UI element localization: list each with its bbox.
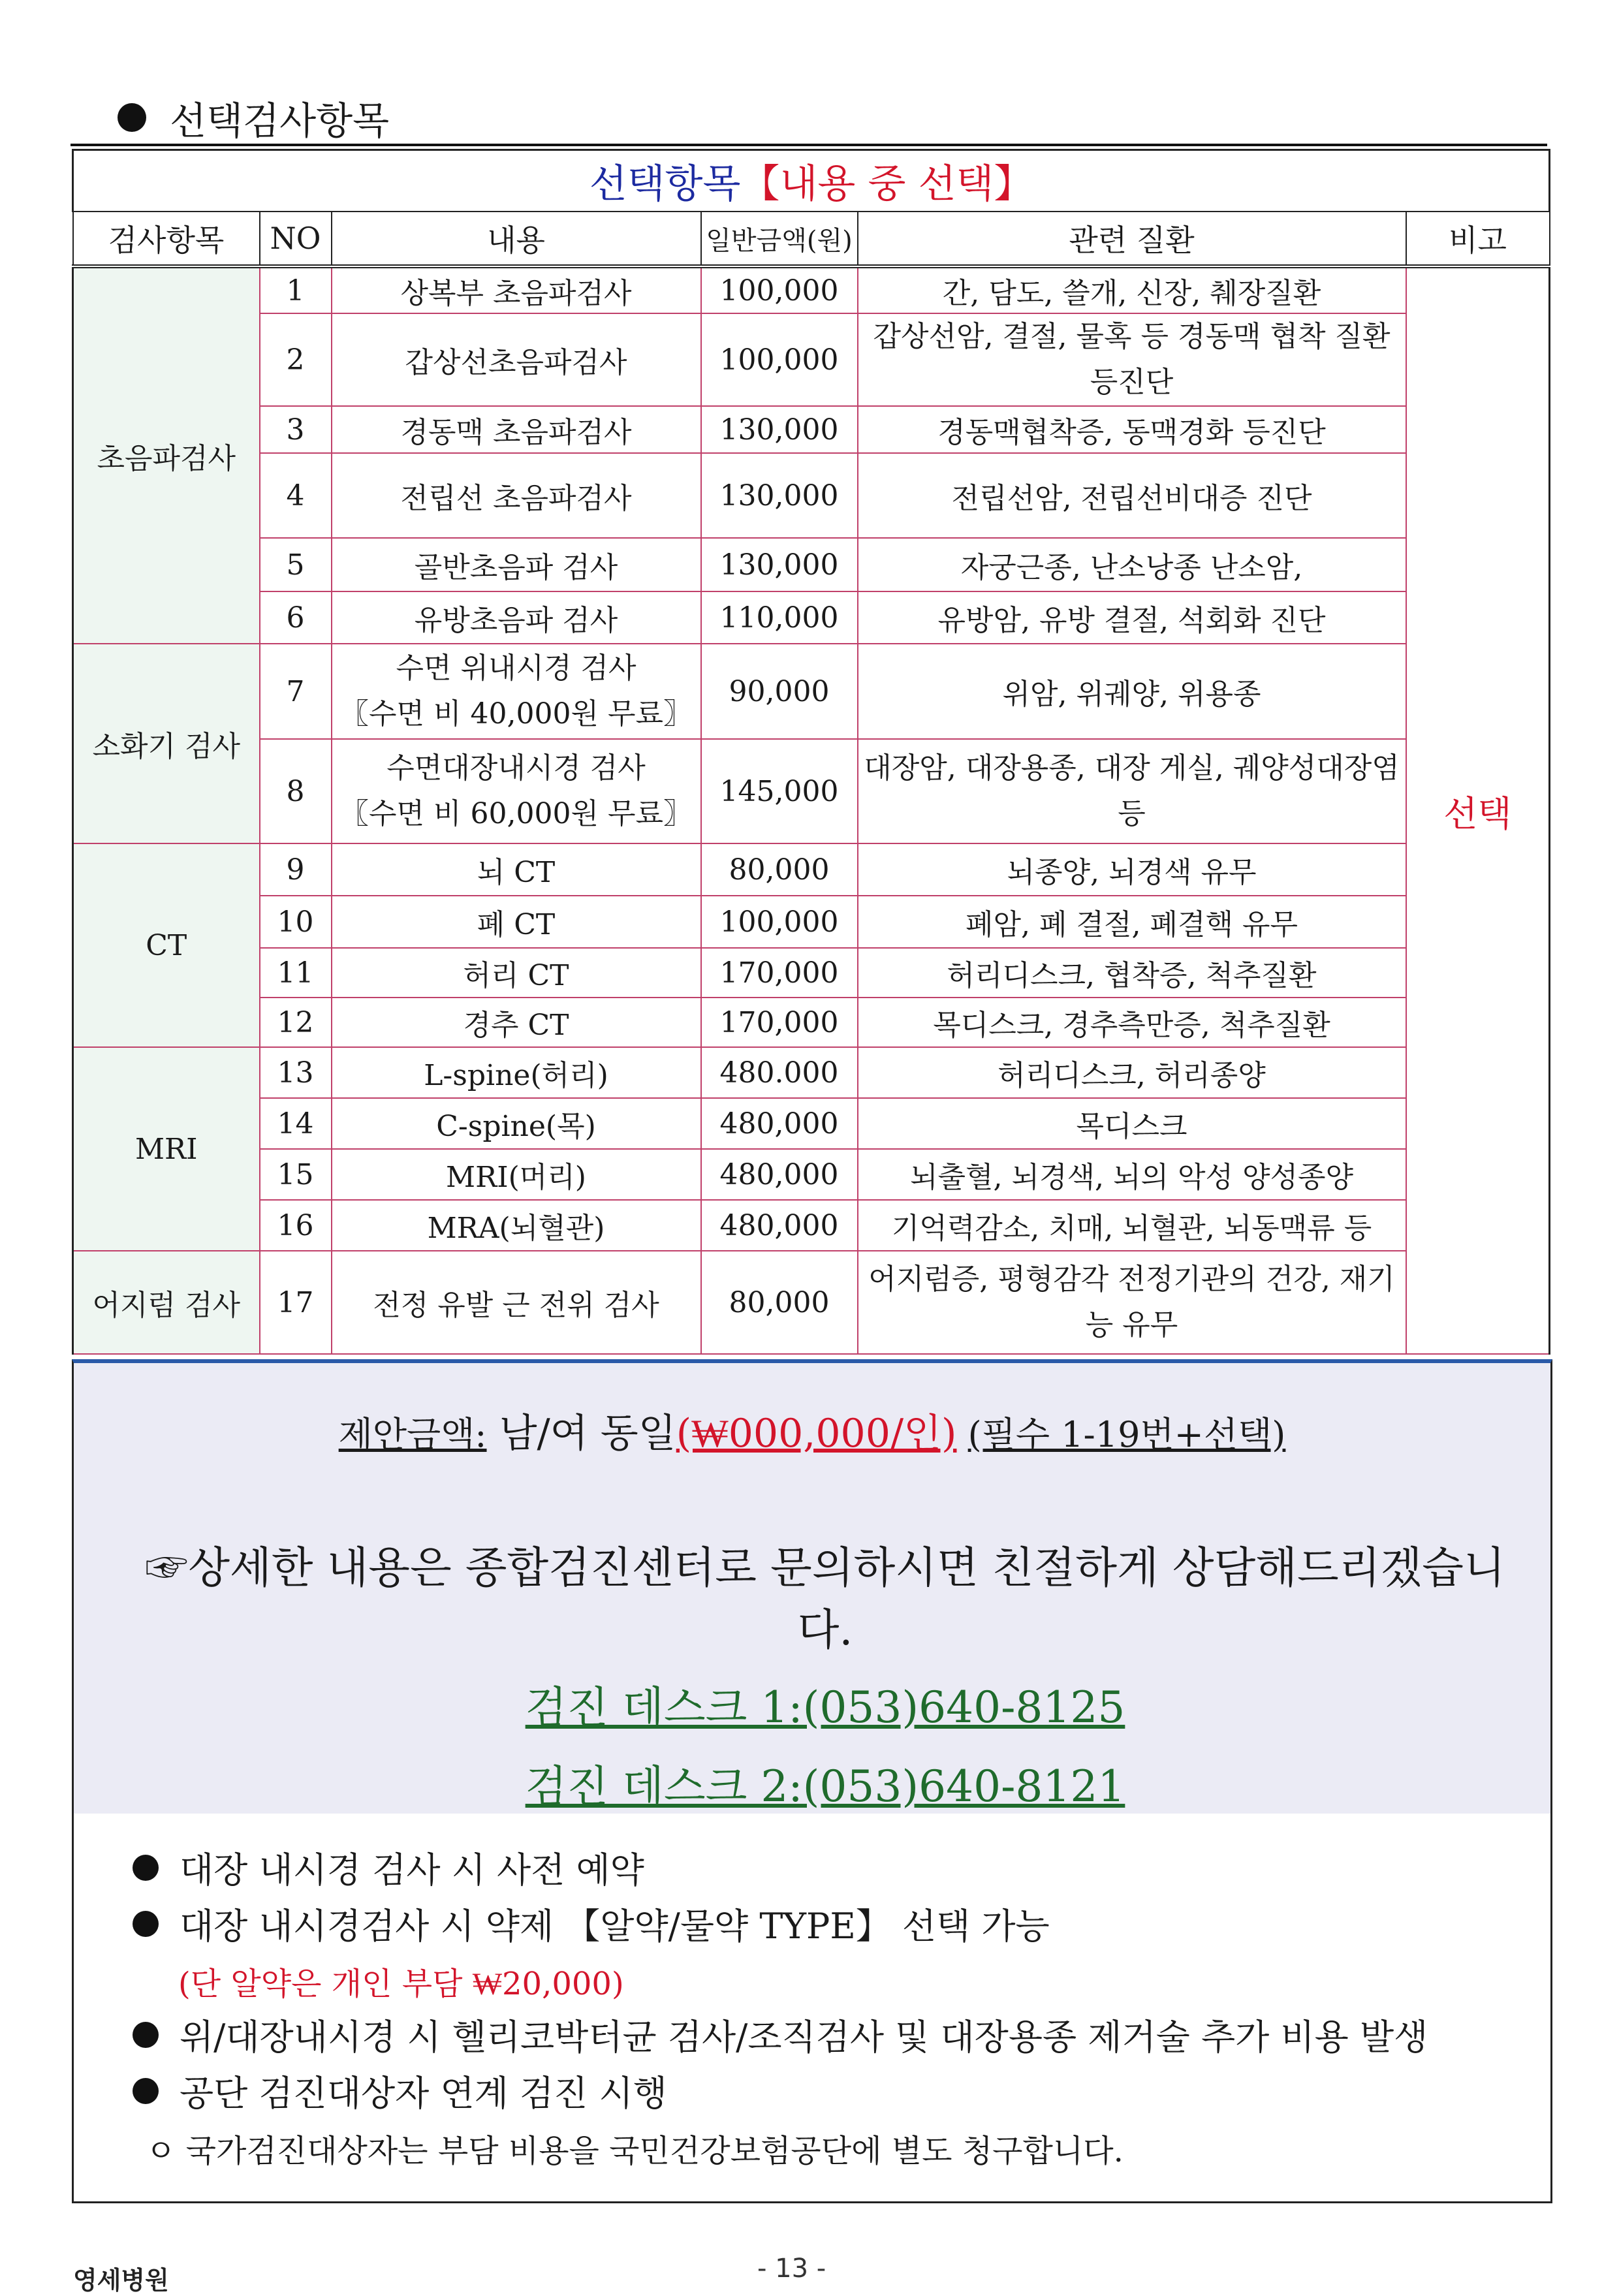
- row-content-cell: [332, 644, 701, 739]
- bullet-icon: [133, 1911, 159, 1937]
- row-disease: 어지럼증, 평형감각 전정기관의 건강, 재기능 유무: [858, 1251, 1406, 1354]
- section-heading: [118, 90, 389, 145]
- row-no: 2: [260, 313, 332, 406]
- row-disease: 허리디스크, 협착증, 척추질환: [858, 948, 1406, 998]
- row-disease: 뇌출혈, 뇌경색, 뇌의 악성 양성종양: [858, 1149, 1406, 1200]
- row-price: 480,000: [701, 1200, 858, 1251]
- row-price: 130,000: [701, 453, 858, 538]
- row-no: 7: [260, 644, 332, 739]
- row-price: 110,000: [701, 591, 858, 644]
- row-disease: 대장암, 대장용종, 대장 게실, 궤양성대장염 등: [858, 739, 1406, 843]
- row-disease: 위암, 위궤양, 위용종: [858, 644, 1406, 739]
- row-content: 뇌 CT: [332, 843, 701, 896]
- row-content: 경추 CT: [332, 998, 701, 1047]
- exam-table: [72, 149, 1550, 1355]
- row-content: 수면 위내시경 검사: [396, 652, 637, 685]
- row-no: 1: [260, 266, 332, 313]
- table-row: [73, 843, 1550, 896]
- proposal-label: 제안금액:: [338, 1414, 487, 1455]
- table-row: [73, 644, 1550, 739]
- row-price: 170,000: [701, 948, 858, 998]
- table-row: [73, 406, 1550, 453]
- note-text: 위/대장내시경 시 헬리코박터균 검사/조직검사 및 대장용종 제거술 추가 비용 발생: [180, 2017, 1428, 2058]
- row-content: 허리 CT: [332, 948, 701, 998]
- contact-box: [72, 1494, 1552, 1816]
- row-content: 경동맥 초음파검사: [332, 406, 701, 453]
- row-no: 5: [260, 538, 332, 591]
- heading-rule: [71, 144, 1547, 146]
- category-cell: MRI: [73, 1047, 260, 1251]
- row-price: 100,000: [701, 313, 858, 406]
- note-text: 대장 내시경 검사 시 사전 예약: [180, 1849, 644, 1891]
- table-row: [73, 1149, 1550, 1200]
- header-disease: 관련 질환: [858, 212, 1406, 266]
- row-price: 130,000: [701, 406, 858, 453]
- row-disease: 폐암, 폐 결절, 폐결핵 유무: [858, 896, 1406, 948]
- row-disease: 기억력감소, 치매, 뇌혈관, 뇌동맥류 등: [858, 1200, 1406, 1251]
- page-number: - 13 -: [757, 2254, 826, 2284]
- row-price: 480.000: [701, 1047, 858, 1098]
- row-disease: 목디스크, 경추측만증, 척추질환: [858, 998, 1406, 1047]
- note-item: [133, 2009, 1428, 2060]
- note-text: 공단 검진대상자 연계 검진 시행: [180, 2073, 667, 2114]
- row-no: 10: [260, 896, 332, 948]
- proposal-amount: (₩000,000/인): [676, 1411, 957, 1456]
- row-no: 8: [260, 739, 332, 843]
- row-no: 13: [260, 1047, 332, 1098]
- table-row: [73, 591, 1550, 644]
- header-category: 검사항목: [73, 212, 260, 266]
- contact-message: ☞상세한 내용은 종합검진센터로 문의하시면 친절하게 상담해드리겠습니다.: [145, 1543, 1505, 1655]
- row-disease: 자궁근종, 난소낭종 난소암,: [858, 538, 1406, 591]
- row-content: 유방초음파 검사: [332, 591, 701, 644]
- row-disease: 경동맥협착증, 동맥경화 등진단: [858, 406, 1406, 453]
- table-row: [73, 896, 1550, 948]
- note-sub: (단 알약은 개인 부담 ₩20,000): [178, 1966, 624, 2002]
- row-price: 170,000: [701, 998, 858, 1047]
- row-disease: 유방암, 유방 결절, 석회화 진단: [858, 591, 1406, 644]
- row-price: 145,000: [701, 739, 858, 843]
- header-price: 일반금액(원): [701, 212, 858, 266]
- table-row: [73, 1251, 1550, 1354]
- row-content: 갑상선초음파검사: [332, 313, 701, 406]
- table-row: [73, 1200, 1550, 1251]
- table-row: [73, 266, 1550, 313]
- proposal-text: 남/여 동일: [486, 1411, 676, 1456]
- row-price: 100,000: [701, 896, 858, 948]
- notes-box: [72, 1814, 1552, 2203]
- table-row: [73, 1098, 1550, 1149]
- table-row: [73, 538, 1550, 591]
- note-sub: ㅇ 국가검진대상자는 부담 비용을 국민건강보험공단에 별도 청구합니다.: [146, 2133, 1124, 2169]
- category-cell: CT: [73, 843, 260, 1047]
- row-content: 전립선 초음파검사: [332, 453, 701, 538]
- row-disease: 간, 담도, 쓸개, 신장, 췌장질환: [858, 266, 1406, 313]
- bullet-icon: [133, 1855, 159, 1881]
- table-row: [73, 453, 1550, 538]
- table-row: [73, 948, 1550, 998]
- proposal-box: [72, 1359, 1552, 1500]
- row-no: 9: [260, 843, 332, 896]
- row-content: C-spine(목): [332, 1098, 701, 1149]
- row-no: 6: [260, 591, 332, 644]
- row-disease: 갑상선암, 결절, 물혹 등 경동맥 협착 질환 등진단: [858, 313, 1406, 406]
- row-content: 수면대장내시경 검사: [386, 751, 646, 785]
- row-price: 80,000: [701, 1251, 858, 1354]
- row-no: 11: [260, 948, 332, 998]
- bullet-icon: [118, 103, 146, 132]
- proposal-note: (필수 1-19번+선택): [967, 1414, 1286, 1455]
- row-price: 90,000: [701, 644, 858, 739]
- desk-phone-2[interactable]: 검진 데스크 2:(053)640-8121: [525, 1761, 1125, 1812]
- note-item: [133, 1842, 644, 1893]
- row-price: 130,000: [701, 538, 858, 591]
- row-content: 전정 유발 근 전위 검사: [332, 1251, 701, 1354]
- row-disease: 허리디스크, 허리종양: [858, 1047, 1406, 1098]
- row-content: L-spine(허리): [332, 1047, 701, 1098]
- category-cell: 어지럼 검사: [73, 1251, 260, 1354]
- table-row: [73, 313, 1550, 406]
- row-no: 12: [260, 998, 332, 1047]
- hospital-logo: 영세병원: [73, 2265, 169, 2295]
- table-title-main: 선택항목: [589, 161, 741, 207]
- category-cell: 초음파검사: [73, 266, 260, 644]
- row-no: 3: [260, 406, 332, 453]
- header-note: 비고: [1406, 212, 1550, 266]
- note-item: [133, 1898, 1050, 1949]
- row-no: 17: [260, 1251, 332, 1354]
- row-content-cell: [332, 739, 701, 843]
- row-content: MRI(머리): [332, 1149, 701, 1200]
- row-price: 100,000: [701, 266, 858, 313]
- desk-phone-1[interactable]: 검진 데스크 1:(053)640-8125: [525, 1682, 1125, 1733]
- row-no: 4: [260, 453, 332, 538]
- row-content: 폐 CT: [332, 896, 701, 948]
- row-disease: 뇌종양, 뇌경색 유무: [858, 843, 1406, 896]
- row-no: 15: [260, 1149, 332, 1200]
- bullet-icon: [133, 2022, 159, 2048]
- row-content-sub: 〖수면 비 60,000원 무료〗: [340, 797, 692, 830]
- row-disease: 목디스크: [858, 1098, 1406, 1149]
- row-content: 골반초음파 검사: [332, 538, 701, 591]
- header-content: 내용: [332, 212, 701, 266]
- row-price: 480,000: [701, 1098, 858, 1149]
- row-price: 480,000: [701, 1149, 858, 1200]
- note-cell: 선택: [1406, 266, 1550, 1354]
- table-title-bracket: 【내용 중 선택】: [740, 161, 1033, 207]
- row-price: 80,000: [701, 843, 858, 896]
- proposal-line: [74, 1402, 1550, 1458]
- bullet-icon: [133, 2078, 159, 2104]
- row-no: 14: [260, 1098, 332, 1149]
- table-title: [73, 150, 1550, 212]
- row-content: 상복부 초음파검사: [332, 266, 701, 313]
- header-no: NO: [260, 212, 332, 266]
- table-row: [73, 998, 1550, 1047]
- row-content: MRA(뇌혈관): [332, 1200, 701, 1251]
- note-text: 대장 내시경검사 시 약제 【알약/물약 TYPE】 선택 가능: [180, 1906, 1050, 1947]
- table-row: [73, 739, 1550, 843]
- section-title: 선택검사항목: [170, 99, 390, 143]
- row-disease: 전립선암, 전립선비대증 진단: [858, 453, 1406, 538]
- note-item: [133, 2066, 667, 2116]
- row-content-sub: 〖수면 비 40,000원 무료〗: [340, 697, 692, 731]
- row-no: 16: [260, 1200, 332, 1251]
- table-row: [73, 1047, 1550, 1098]
- category-cell: 소화기 검사: [73, 644, 260, 843]
